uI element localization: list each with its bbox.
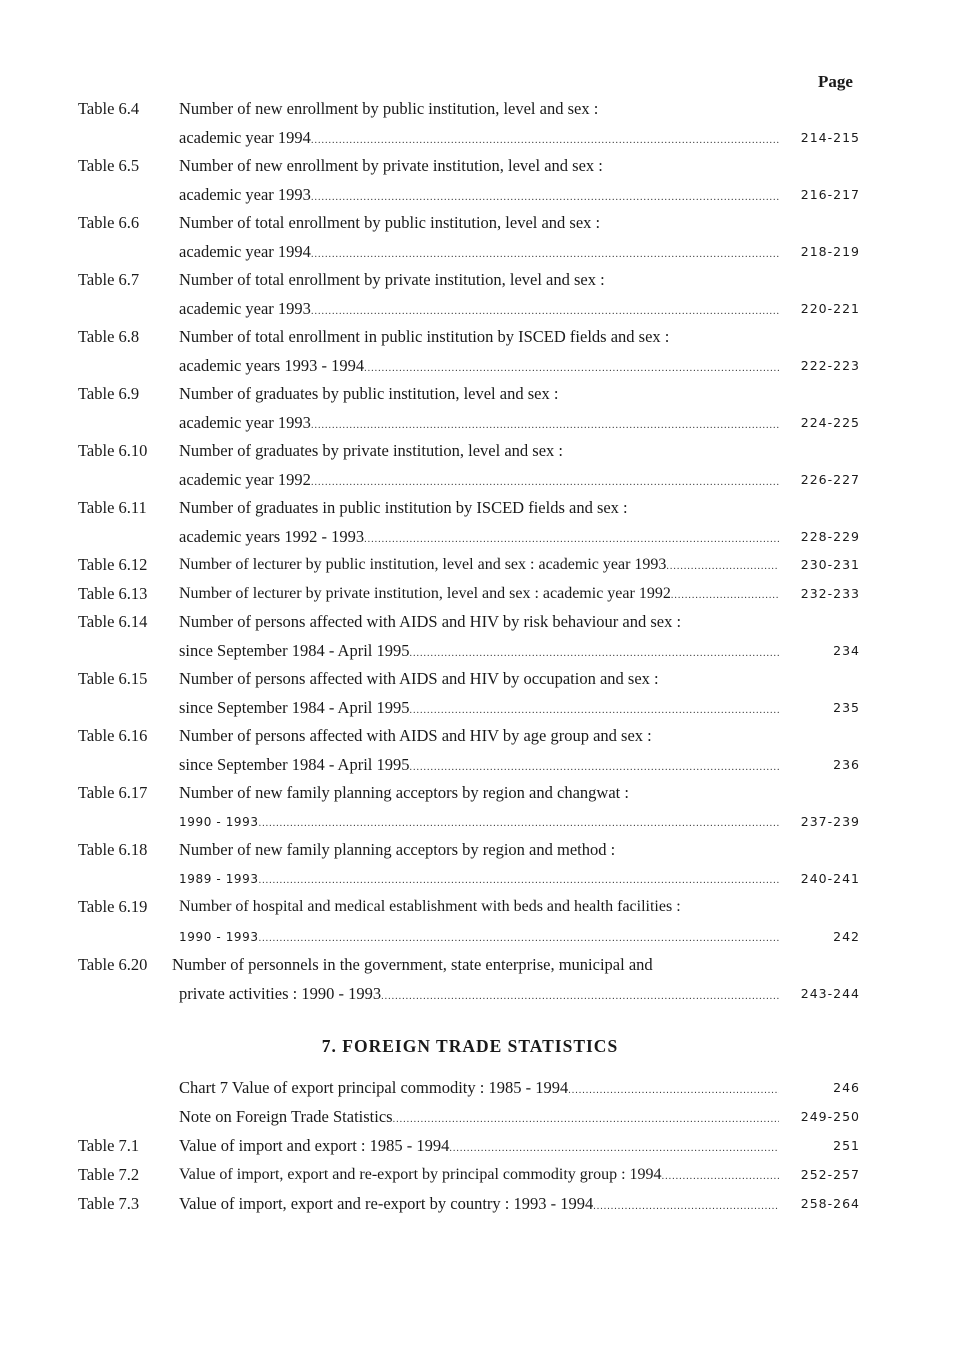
toc-entry-title: Value of import, export and re-export by country : 1993 - 1994 (179, 1194, 594, 1213)
toc-entry-line1 (0, 381, 966, 407)
toc-entry-label: Table 6.9 (78, 384, 140, 403)
toc-entry (0, 1191, 966, 1217)
toc-entry-label: Table 6.12 (78, 555, 148, 574)
toc-entry-continuation: 1989 - 1993 (179, 872, 259, 886)
toc-entry-page: 232-233 (800, 586, 860, 601)
toc-entry-line1 (0, 780, 966, 806)
toc-entry-label: Table 6.18 (78, 840, 148, 859)
toc-entry-continuation: since September 1984 - April 1995 (179, 755, 410, 774)
toc-entry-page: 228-229 (800, 529, 860, 544)
toc-entry-line1 (0, 96, 966, 122)
toc-entry-continuation: academic year 1994 (179, 242, 311, 261)
toc-entry-page: 222-223 (800, 358, 860, 373)
toc-entry-title: Value of import, export and re-export by principal commodity group : 1994 (179, 1166, 662, 1183)
toc-entry-line2 (0, 353, 966, 379)
toc-entry-title: Number of total enrollment by public institution, level and sex : (179, 213, 601, 232)
toc-entry-title: Chart 7 Value of export principal commodity : 1985 - 1994 (179, 1078, 569, 1097)
toc-entry-page: 220-221 (800, 301, 860, 316)
toc-entry-title: Number of graduates by public institution, level and sex : (179, 384, 559, 403)
dot-leader (410, 755, 779, 781)
toc-entry-line1 (0, 552, 966, 578)
toc-entry-line2 (0, 467, 966, 493)
toc-entry-label: Table 6.17 (78, 783, 148, 802)
dot-leader (311, 413, 779, 439)
toc-entry-label: Table 7.2 (78, 1165, 140, 1184)
toc-entry-label: Table 6.10 (78, 441, 148, 460)
toc-entry-line2 (0, 296, 966, 322)
dot-leader (311, 128, 779, 154)
toc-entry-page: 252-257 (800, 1167, 860, 1182)
toc-entry-page: 230-231 (800, 557, 860, 572)
toc-entry-label: Table 6.20 (78, 955, 148, 974)
toc-entry-label: Table 6.7 (78, 270, 140, 289)
toc-entry-label: Table 7.3 (78, 1194, 140, 1213)
toc-entry-continuation: since September 1984 - April 1995 (179, 698, 410, 717)
toc-entry-page: 237-239 (800, 814, 860, 829)
dot-leader (410, 698, 779, 724)
toc-entry-page: 216-217 (800, 187, 860, 202)
toc-entry-continuation: 1990 - 1993 (179, 815, 259, 829)
toc-entry-page: 234 (833, 643, 860, 658)
toc-entry (0, 1133, 966, 1159)
toc-entry-title: Number of new enrollment by private institution, level and sex : (179, 156, 603, 175)
page-column-header: Page (818, 72, 853, 91)
toc-entry-page: 235 (833, 700, 860, 715)
toc-entry-line1 (0, 666, 966, 692)
toc-entry-line2 (0, 752, 966, 778)
toc-entry-line2 (0, 638, 966, 664)
dot-leader (311, 242, 779, 268)
dot-leader (311, 470, 779, 496)
dot-leader (393, 1107, 779, 1133)
toc-entry-line1 (0, 952, 966, 978)
toc-entry-line1 (0, 837, 966, 863)
toc-entry-page: 246 (833, 1080, 860, 1095)
toc-entry-label: Table 7.1 (78, 1136, 140, 1155)
toc-entry-page: 251 (833, 1138, 860, 1153)
toc-entry-page: 243-244 (800, 986, 860, 1001)
dot-leader (568, 1078, 779, 1104)
toc-entry-line2 (0, 239, 966, 265)
toc-entry-title: Number of total enrollment by private institution, level and sex : (179, 270, 605, 289)
toc-entry (0, 1162, 966, 1188)
toc-entry-continuation: 1990 - 1993 (179, 930, 259, 944)
toc-entry-continuation: academic year 1993 (179, 299, 311, 318)
toc-entry-line1 (0, 495, 966, 521)
toc-entry-line2 (0, 695, 966, 721)
dot-leader (364, 527, 779, 553)
dot-leader (259, 811, 779, 837)
toc-entry-line1 (0, 267, 966, 293)
toc-entry-title: Number of graduates by private institution, level and sex : (179, 441, 563, 460)
toc-entry-label: Table 6.16 (78, 726, 148, 745)
toc-entry-title: Number of total enrollment in public institution by ISCED fields and sex : (179, 327, 670, 346)
toc-entry-continuation: private activities : 1990 - 1993 (179, 984, 382, 1003)
toc-entry-line1 (0, 438, 966, 464)
toc-entry-page: 218-219 (800, 244, 860, 259)
toc-entry-line2 (0, 410, 966, 436)
toc-entry (0, 1075, 966, 1101)
dot-leader (259, 868, 779, 894)
dot-leader (662, 1164, 779, 1190)
dot-leader (311, 185, 779, 211)
toc-entry-continuation: academic year 1992 (179, 470, 311, 489)
toc-entry-line2 (0, 809, 966, 835)
toc-entry-page: 214-215 (800, 130, 860, 145)
toc-entry-line2 (0, 125, 966, 151)
toc-entry-line2 (0, 866, 966, 892)
toc-entry-title: Number of lecturer by private institution, level and sex : academic year 1992 (179, 585, 671, 602)
toc-entry-line1 (0, 581, 966, 607)
toc-entry-title: Number of new family planning acceptors by region and changwat : (179, 783, 629, 802)
toc-entry-title: Number of hospital and medical establishment with beds and health facilities : (179, 898, 681, 915)
section-heading: 7. FOREIGN TRADE STATISTICS (321, 1036, 619, 1056)
toc-entry-line1 (0, 609, 966, 635)
toc-entry-line1 (0, 894, 966, 920)
toc-entry-title: Number of graduates in public institution by ISCED fields and sex : (179, 498, 628, 517)
toc-entry-label: Table 6.6 (78, 213, 140, 232)
toc-entry-page: 240-241 (800, 871, 860, 886)
dot-leader (381, 984, 779, 1010)
toc-entry-label: Table 6.11 (78, 498, 147, 517)
toc-entry-line1 (0, 210, 966, 236)
toc-entry-line1 (0, 153, 966, 179)
toc-entry-title: Note on Foreign Trade Statistics (179, 1107, 393, 1126)
toc-entry (0, 1104, 966, 1130)
toc-entry-title: Value of import and export : 1985 - 1994 (179, 1136, 450, 1155)
dot-leader (666, 554, 779, 580)
toc-entry-title: Number of persons affected with AIDS and HIV by occupation and sex : (179, 669, 659, 688)
toc-entry-page: 224-225 (800, 415, 860, 430)
toc-entry-page: 236 (833, 757, 860, 772)
toc-entry-continuation: since September 1984 - April 1995 (179, 641, 410, 660)
toc-entry-label: Table 6.8 (78, 327, 140, 346)
toc-entry-line1 (0, 723, 966, 749)
toc-entry-continuation: academic years 1992 - 1993 (179, 527, 365, 546)
toc-entry-page: 226-227 (800, 472, 860, 487)
toc-entry-label: Table 6.15 (78, 669, 148, 688)
dot-leader (364, 356, 779, 382)
toc-entry-continuation: academic year 1994 (179, 128, 311, 147)
toc-entry-title: Number of new family planning acceptors by region and method : (179, 840, 616, 859)
dot-leader (410, 641, 779, 667)
dot-leader (449, 1136, 779, 1162)
toc-entry-page: 242 (833, 929, 860, 944)
toc-entry-label: Table 6.19 (78, 897, 148, 916)
toc-entry-line2 (0, 924, 966, 950)
toc-entry-line1 (0, 324, 966, 350)
toc-entry-page: 249-250 (800, 1109, 860, 1124)
toc-entry-label: Table 6.14 (78, 612, 148, 631)
toc-entry-page: 258-264 (800, 1196, 860, 1211)
toc-entry-line2 (0, 981, 966, 1007)
toc-entry-label: Table 6.5 (78, 156, 140, 175)
toc-entry-title: Number of persons affected with AIDS and HIV by risk behaviour and sex : (179, 612, 682, 631)
dot-leader (311, 299, 779, 325)
toc-entry-title: Number of new enrollment by public institution, level and sex : (179, 99, 599, 118)
dot-leader (671, 583, 779, 609)
toc-entry-continuation: academic year 1993 (179, 185, 311, 204)
dot-leader (593, 1194, 779, 1220)
toc-entry-continuation: academic years 1993 - 1994 (179, 356, 365, 375)
toc-entry-label: Table 6.4 (78, 99, 140, 118)
toc-entry-line2 (0, 182, 966, 208)
toc-entry-continuation: academic year 1993 (179, 413, 311, 432)
toc-entry-line2 (0, 524, 966, 550)
toc-entry-title: Number of persons affected with AIDS and HIV by age group and sex : (179, 726, 652, 745)
dot-leader (259, 926, 779, 952)
toc-entry-title: Number of personnels in the government, state enterprise, municipal and (172, 955, 653, 974)
toc-entry-label: Table 6.13 (78, 584, 148, 603)
toc-entry-title: Number of lecturer by public institution, level and sex : academic year 1993 (179, 556, 667, 573)
